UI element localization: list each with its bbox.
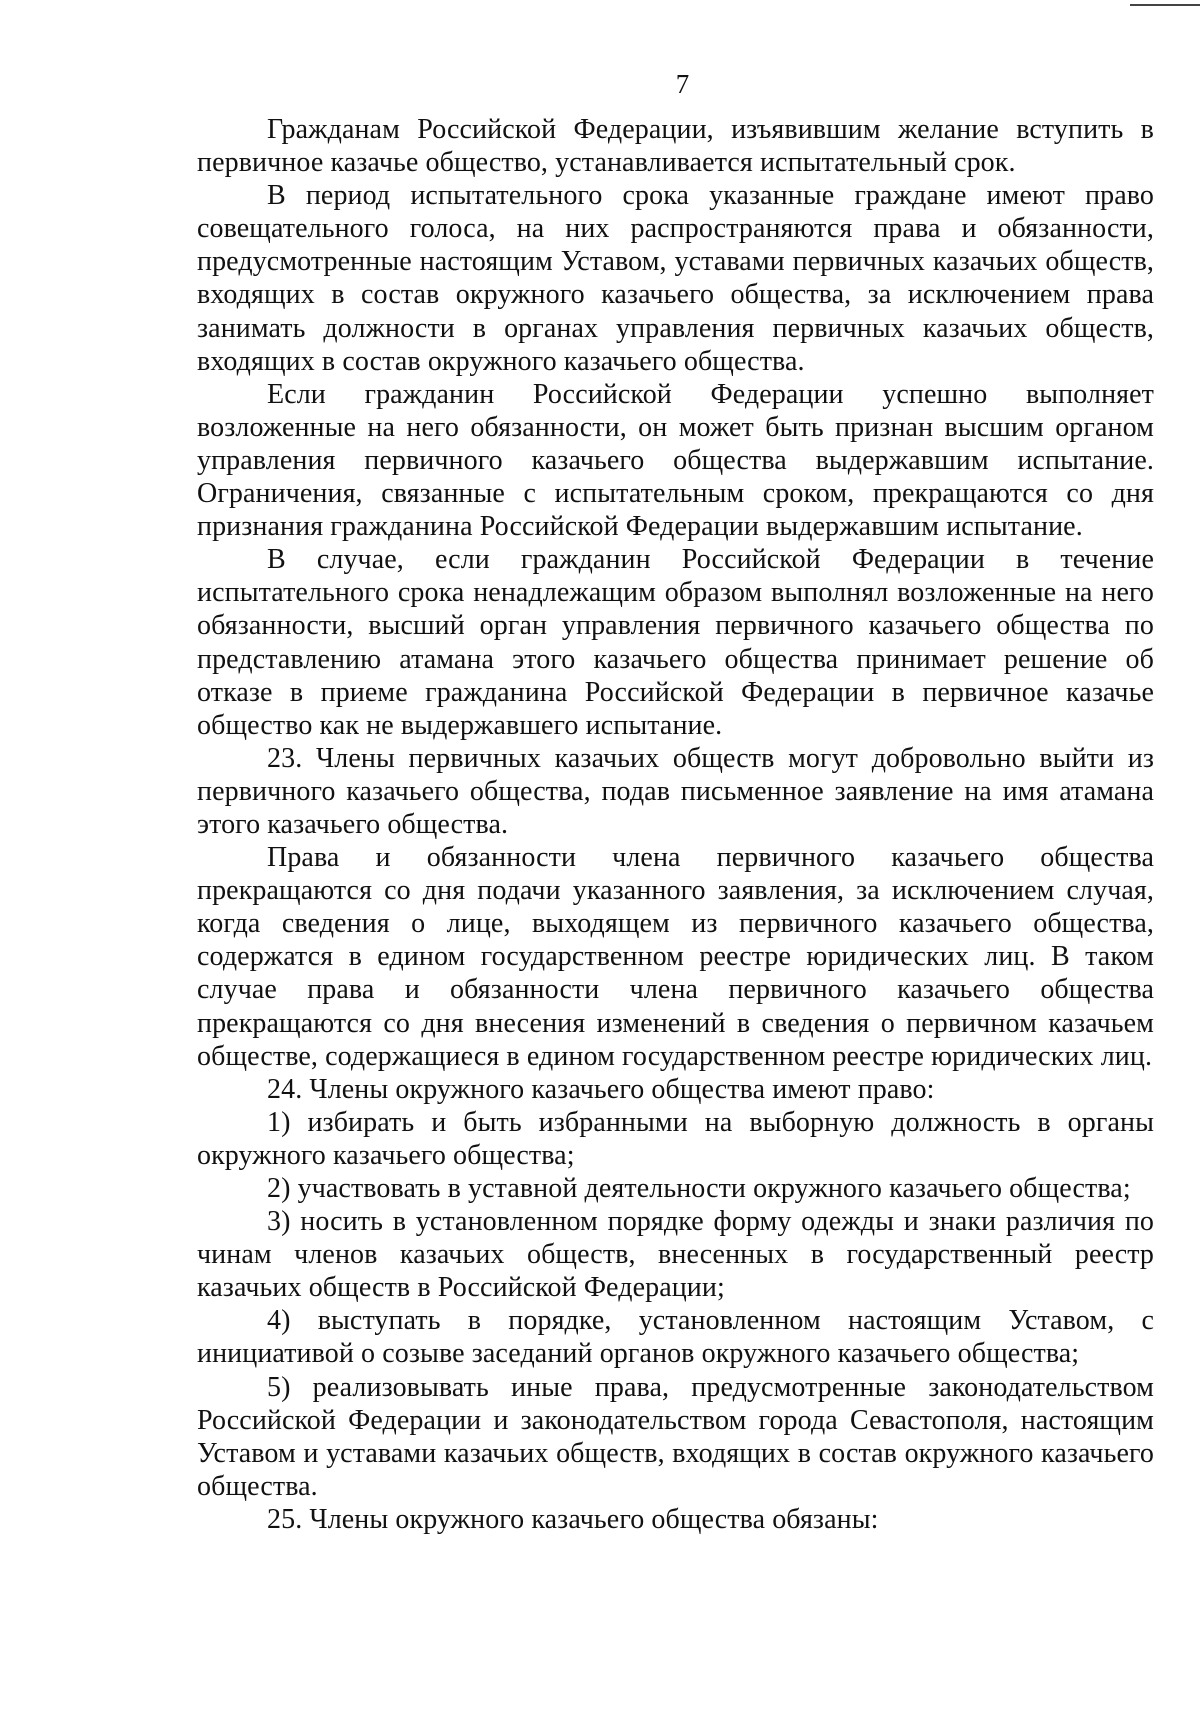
- document-body: [197, 113, 1154, 1536]
- paragraph-probation-rights: В период испытательного срока указанные граждане имеют право совещательного голоса, на них распространяются права и обязанности, предусмотренные настоящим Уставом, уставами первичных казачьих обществ, входящих в состав окружного казачьего общества, за исключением права занимать должности в органах управления первичных казачьих обществ, входящих в состав окружного казачьего общества.: [197, 180, 1154, 377]
- paragraph-probation-passed: Если гражданин Российской Федерации успешно выполняет возложенные на него обязанности, он может быть признан высшим органом управления первичного казачьего общества выдержавшим испытание. Ограничения, связанные с испытательным сроком, прекращаются со дня признания гражданина Российской Федерации выдержавшим испытание.: [197, 378, 1154, 543]
- page-number: 7: [675, 69, 690, 99]
- paragraph-membership-termination: Права и обязанности члена первичного казачьего общества прекращаются со дня подачи указанного заявления, за исключением случая, когда сведения о лице, выходящем из первичного казачьего общества, содержатся в едином государственном реестре юридических лиц. В таком случае права и обязанности члена первичного казачьего общества прекращаются со дня внесения изменений в сведения о первичном казачьем обществе, содержащиеся в едином государственном реестре юридических лиц.: [197, 842, 1154, 1072]
- scan-edge-mark: [1130, 4, 1200, 6]
- paragraph-clause-25: 25. Члены окружного казачьего общества обязаны:: [267, 1503, 879, 1535]
- paragraph-probation-failed: В случае, если гражданин Российской Федерации в течение испытательного срока ненадлежащим образом выполнял возложенные на него обязанности, высший орган управления первичного казачьего общества по представлению атамана этого казачьего общества принимает решение об отказе в приеме гражданина Российской Федерации в первичное казачье общество как не выдержавшего испытание.: [197, 544, 1154, 741]
- list-item-right-5: 5) реализовывать иные права, предусмотренные законодательством Российской Федерации и законодательством города Севастополя, настоящим Уставом и уставами казачьих обществ, входящих в состав окружного казачьего общества.: [197, 1371, 1154, 1502]
- paragraph-clause-24: 24. Члены окружного казачьего общества имеют право:: [267, 1073, 935, 1105]
- list-item-right-3: 3) носить в установленном порядке форму одежды и знаки различия по чинам членов казачьих обществ, внесенных в государственный реестр казачьих обществ в Российской Федерации;: [197, 1206, 1154, 1304]
- list-item-right-1: 1) избирать и быть избранными на выборную должность в органы окружного казачьего общества;: [197, 1106, 1154, 1171]
- paragraph-probation-intro: Гражданам Российской Федерации, изъявившим желание вступить в первичное казачье общество, устанавливается испытательный срок.: [197, 114, 1154, 179]
- paragraph-clause-23: 23. Члены первичных казачьих обществ могут добровольно выйти из первичного казачьего общества, подав письменное заявление на имя атамана этого казачьего общества.: [197, 742, 1154, 840]
- list-item-right-2: 2) участвовать в уставной деятельности окружного казачьего общества;: [267, 1173, 1131, 1204]
- list-item-right-4: 4) выступать в порядке, установленном настоящим Уставом, с инициативой о созыве заседаний органов окружного казачьего общества;: [197, 1305, 1154, 1370]
